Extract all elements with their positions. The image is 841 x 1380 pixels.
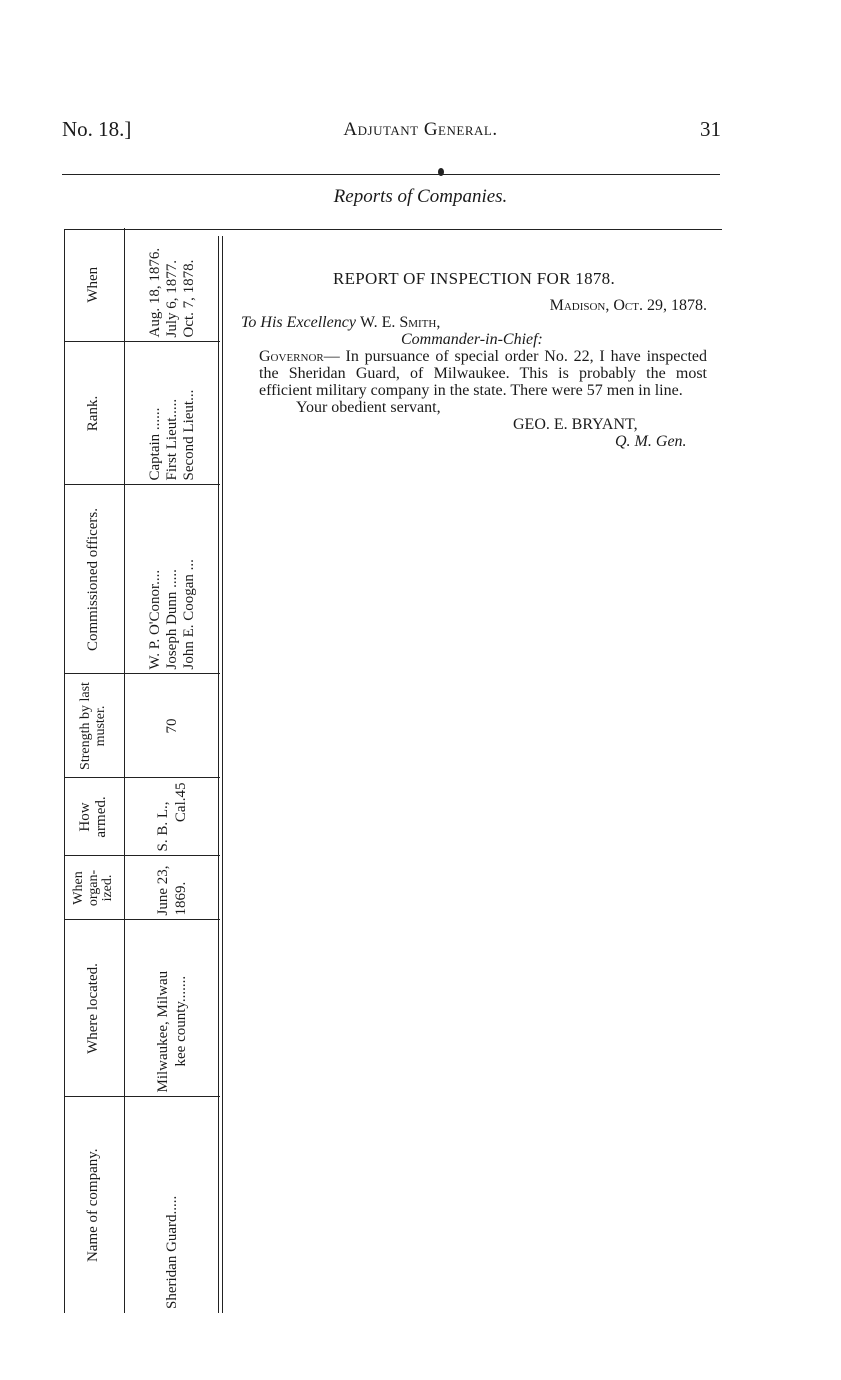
col-where-located: Where located. (64, 920, 125, 1097)
report-title: REPORT OF INSPECTION FOR 1878. (332, 269, 616, 288)
col-how-armed: How armed. (64, 778, 125, 856)
col-strength: Strength by last muster. (64, 674, 125, 778)
cell-company-name: Sheridan Guard..... (125, 1097, 221, 1313)
col-when: When (64, 228, 125, 342)
col-commissioned-officers: Commissioned officers. (64, 485, 125, 674)
cell-strength: 70 (125, 674, 221, 778)
header-left: No. 18.] (62, 117, 132, 141)
report-addressee-title: Commander-in-Chief: (401, 331, 543, 348)
table-row (125, 228, 221, 1313)
cell-when: Aug. 18, 1876. July 6, 1877. Oct. 7, 1878. (125, 228, 221, 342)
table-right-border-2 (222, 236, 223, 1313)
companies-table (64, 228, 220, 1313)
report-signature-title: Q. M. Gen. (615, 433, 687, 450)
col-name-of-company: Name of company. (85, 1148, 102, 1263)
cell-where-located: Milwaukee, Milwau kee county....... (125, 920, 221, 1097)
header-center: Adjutant General. (343, 119, 498, 140)
cell-officers: W. P. O'Conor.... Joseph Dunn ..... John E. Coogan ... (125, 485, 221, 674)
report-signature: GEO. E. BRYANT, (513, 416, 638, 433)
report-addressee-line: To His Excellency W. E. Smith, (241, 314, 441, 331)
report-dateline: Madison, Oct. 29, 1878. (549, 297, 707, 314)
section-title: Reports of Companies. (333, 186, 508, 207)
report-body: Governor— In pursuance of special order No. 22, I have inspected the Sheridan Guard, of Milwaukee. This is probably the most efficient military company in the state. There were 57 men in line. (259, 348, 707, 399)
inspection-report (241, 270, 707, 450)
col-rank: Rank. (64, 342, 125, 485)
report-closing: Your obedient servant, (296, 399, 441, 416)
page-number: 31 (700, 117, 721, 141)
header-rule (62, 174, 720, 175)
cell-when-organized: June 23, 1869. (125, 856, 221, 920)
cell-how-armed: S. B. L., Cal.45 (125, 778, 221, 856)
col-when-organized: When organ-ized. (64, 856, 125, 920)
cell-rank: Captain ...... First Lieut..... Second Lieut... (125, 342, 221, 485)
rule-ornament (438, 168, 444, 176)
